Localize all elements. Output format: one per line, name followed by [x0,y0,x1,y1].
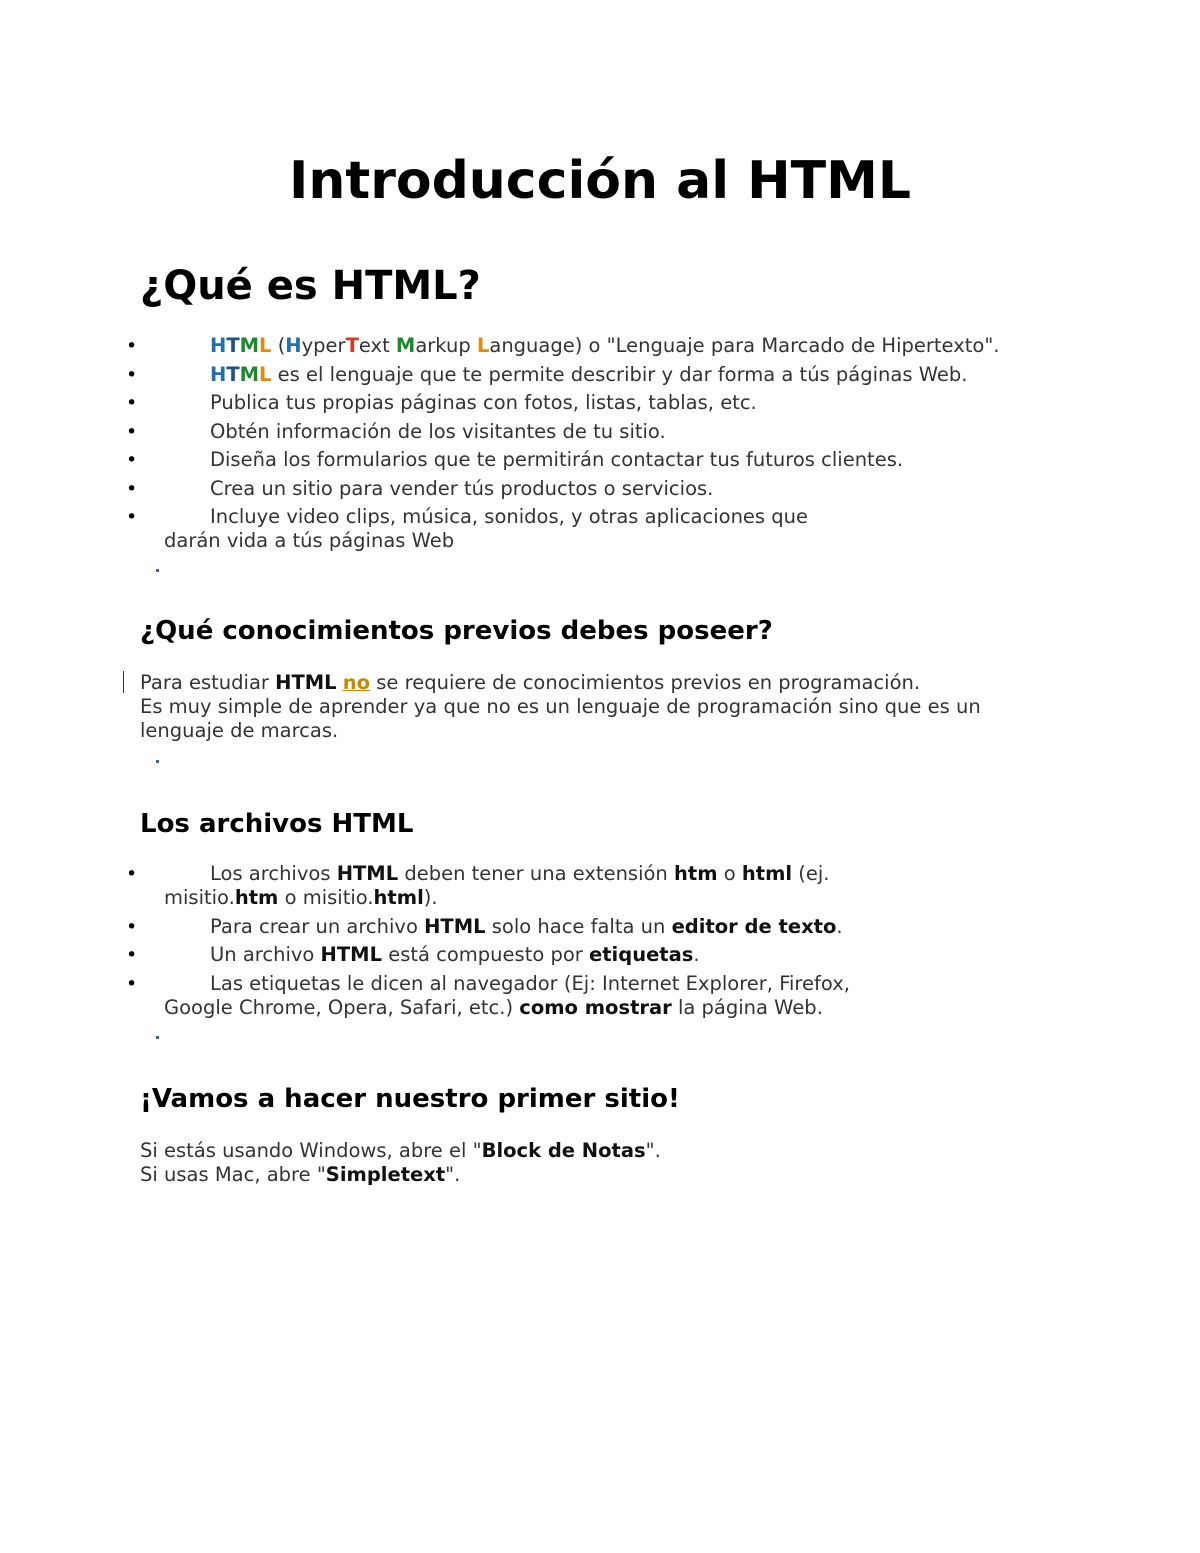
text: Diseña los formularios que te permitirán contactar tus futuros clientes. [210,448,904,471]
text: ). [423,886,438,909]
text: Si estás usando Windows, abre el " [140,1139,482,1162]
text: Para crear un archivo [210,914,425,938]
acronym-letter: H [285,334,302,357]
text: ext [358,334,390,357]
list-item [0,477,1060,501]
text: Incluye video clips, música, sonidos, y otras aplicaciones que darán vida a tús páginas Web [164,505,809,552]
link-no[interactable]: no [342,671,371,694]
text: Las etiquetas le dicen al navegador (Ej: Internet Explorer, Firefox, Google Chrome, Opera, Safari, etc.) [164,971,850,1019]
paragraph-primer-sitio [140,1139,1040,1187]
text: ( [277,334,286,357]
list-item [0,862,1060,910]
text: arkup [415,334,471,357]
bold-text: Simpletext [325,1163,446,1186]
list-item [0,420,1060,444]
text: Crea un sitio para vender tús productos o servicios. [210,476,714,500]
list-item [0,915,1060,939]
list-que-es-html [0,334,1060,558]
bold-text: htm [674,862,718,885]
text: Obtén información de los visitantes de tu sitio. [210,419,666,443]
paragraph-conocimientos [140,671,1040,743]
html-letter-h: H [210,334,227,357]
text: ". [645,1139,661,1162]
text: ) o "Lenguaje para Marcado de Hipertexto". [574,334,1000,357]
text: es el lenguaje que te permite describir y dar forma a tús páginas Web. [271,362,968,386]
html-letter-h: H [210,362,227,386]
html-letter-m: M [239,334,260,357]
bold-text: HTML [320,943,382,966]
bullet-icon: • [126,863,138,885]
text: Para estudiar [140,671,276,694]
text: . [836,914,843,938]
bold-text: Block de Notas [481,1139,646,1162]
acronym-letter: M [395,334,416,357]
bold-text: htm [234,886,279,909]
bullet-icon: • [126,477,138,500]
text: está compuesto por [382,943,589,966]
text: solo hace falta un [485,914,672,938]
decorative-dot [156,1036,159,1039]
text: se requiere de conocimientos previos en programación. [370,671,921,694]
text: . [693,943,700,966]
html-letter-m: M [239,362,260,386]
text-cursor [123,671,124,693]
html-letter-l: L [259,334,272,357]
html-letter-t: T [226,362,240,386]
bold-text: etiquetas [589,943,694,966]
heading-que-es-html: ¿Qué es HTML? [140,263,481,309]
heading-primer-sitio: ¡Vamos a hacer nuestro primer sitio! [140,1084,680,1114]
html-letter-t: T [226,334,240,357]
heading-archivos-html: Los archivos HTML [140,809,414,839]
bold-text: HTML [275,671,337,694]
bold-text: html [741,862,793,885]
bullet-icon: • [126,506,138,528]
bold-text: html [373,886,424,909]
text: anguage [489,334,575,357]
html-letter-l: L [259,362,272,386]
list-item [0,334,1060,358]
text: deben tener una extensión [398,862,674,885]
text: Si usas Mac, abre " [140,1163,326,1186]
list-item [0,448,1060,472]
text: Un archivo [210,943,321,966]
bullet-icon: • [126,944,138,966]
bullet-icon: • [126,392,138,414]
list-item [0,505,1060,553]
bullet-icon: • [126,972,138,995]
text: Publica tus propias páginas con fotos, listas, tablas, etc. [210,391,757,414]
bullet-icon: • [126,420,138,443]
text: ". [445,1163,461,1186]
list-item [0,972,1060,1020]
bold-text: HTML [424,914,486,938]
bullet-icon: • [126,363,138,386]
text: o [717,862,742,885]
heading-conocimientos-previos: ¿Qué conocimientos previos debes poseer? [140,616,773,646]
list-item [0,391,1060,415]
decorative-dot [156,569,159,572]
text: Es muy simple de aprender ya que no es un lenguaje de programación sino que es un lenguaje de marcas. [140,695,981,742]
text: (ej. misitio. [164,862,830,909]
bold-text: editor de texto [671,914,837,938]
list-archivos-html [0,862,1060,1024]
decorative-dot [156,760,159,763]
page-title: Introducción al HTML [288,151,912,211]
bullet-icon: • [126,449,138,471]
bullet-icon: • [126,335,138,357]
bold-text: HTML [336,862,399,885]
list-item [0,943,1060,967]
text: o misitio. [278,886,374,909]
text: yper [301,334,346,357]
list-item [0,363,1060,387]
text: Los archivos [210,862,337,885]
text: la página Web. [671,995,823,1019]
bold-text: como mostrar [519,995,672,1019]
bullet-icon: • [126,915,138,938]
acronym-letter: L [476,334,490,357]
acronym-letter: T [345,334,359,357]
